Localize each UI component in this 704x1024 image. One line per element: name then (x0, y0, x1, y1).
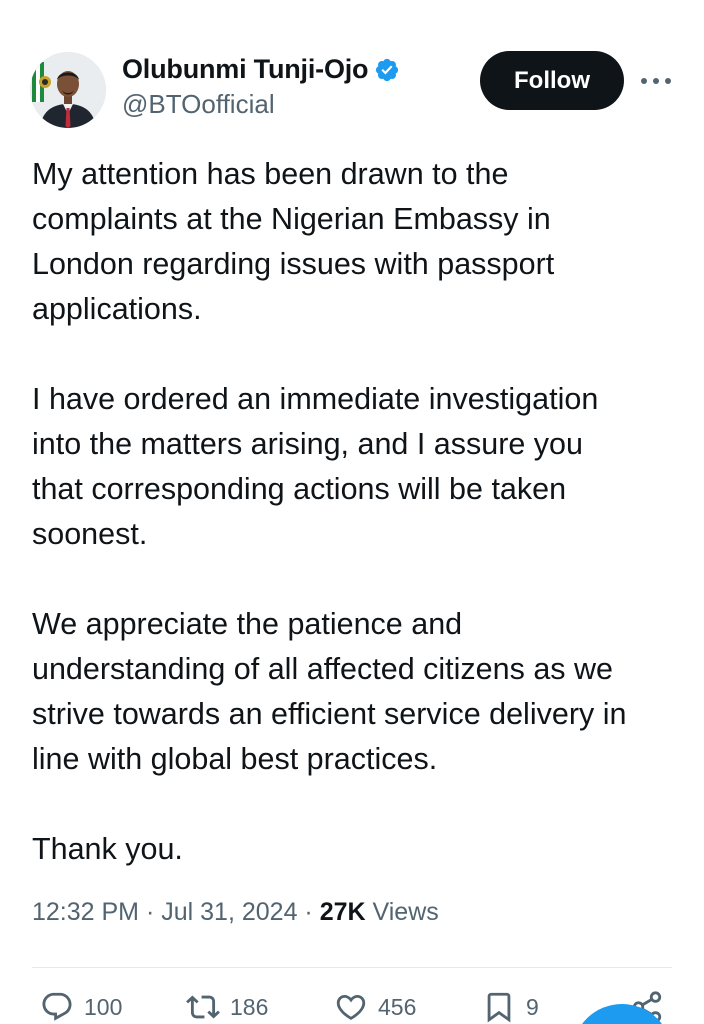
repost-count: 186 (230, 993, 269, 1020)
divider (32, 967, 672, 968)
tweet-paragraph: We appreciate the patience and understanding of all affected citizens as we strive towards an efficient service delivery in line with global best practices. (32, 607, 627, 776)
avatar[interactable] (30, 52, 106, 128)
follow-button[interactable]: Follow (480, 51, 624, 110)
reply-icon (40, 990, 74, 1024)
tweet-date[interactable]: Jul 31, 2024 (161, 898, 298, 926)
repost-icon (186, 990, 220, 1024)
meta-separator: · (145, 898, 155, 926)
bookmark-icon (482, 990, 516, 1024)
more-dot (641, 78, 647, 84)
tweet-paragraph: Thank you. (32, 832, 183, 866)
heart-icon (334, 990, 368, 1024)
repost-button[interactable] (186, 990, 268, 1024)
bookmark-count: 9 (526, 993, 539, 1020)
author-info (122, 54, 400, 120)
like-count: 456 (378, 993, 417, 1020)
reply-button[interactable] (40, 990, 122, 1024)
tweet-paragraph: My attention has been drawn to the complaints at the Nigerian Embassy in London regarding issues with passport applications. (32, 157, 555, 326)
avatar-image (30, 52, 106, 128)
reply-count: 100 (84, 993, 123, 1020)
author-display-name[interactable]: Olubunmi Tunji-Ojo (122, 54, 369, 84)
action-bar (40, 990, 680, 1024)
verified-badge-icon[interactable] (374, 57, 400, 83)
more-dot (653, 78, 659, 84)
bookmark-button[interactable] (482, 990, 539, 1024)
views-count[interactable]: 27K (319, 898, 366, 926)
tweet-metadata (32, 898, 439, 927)
like-button[interactable] (334, 990, 416, 1024)
author-name-row (122, 54, 400, 85)
more-options-icon[interactable] (638, 70, 674, 92)
tweet-paragraph: I have ordered an immediate investigation into the matters arising, and I assure you that corresponding actions will be taken soonest. (32, 382, 599, 551)
author-handle[interactable]: @BTOofficial (122, 89, 275, 119)
tweet-header (30, 50, 674, 130)
views-label: Views (372, 898, 439, 926)
meta-separator: · (304, 898, 313, 926)
tweet-time[interactable]: 12:32 PM (32, 898, 140, 926)
tweet-text (32, 152, 682, 872)
more-dot (665, 78, 671, 84)
